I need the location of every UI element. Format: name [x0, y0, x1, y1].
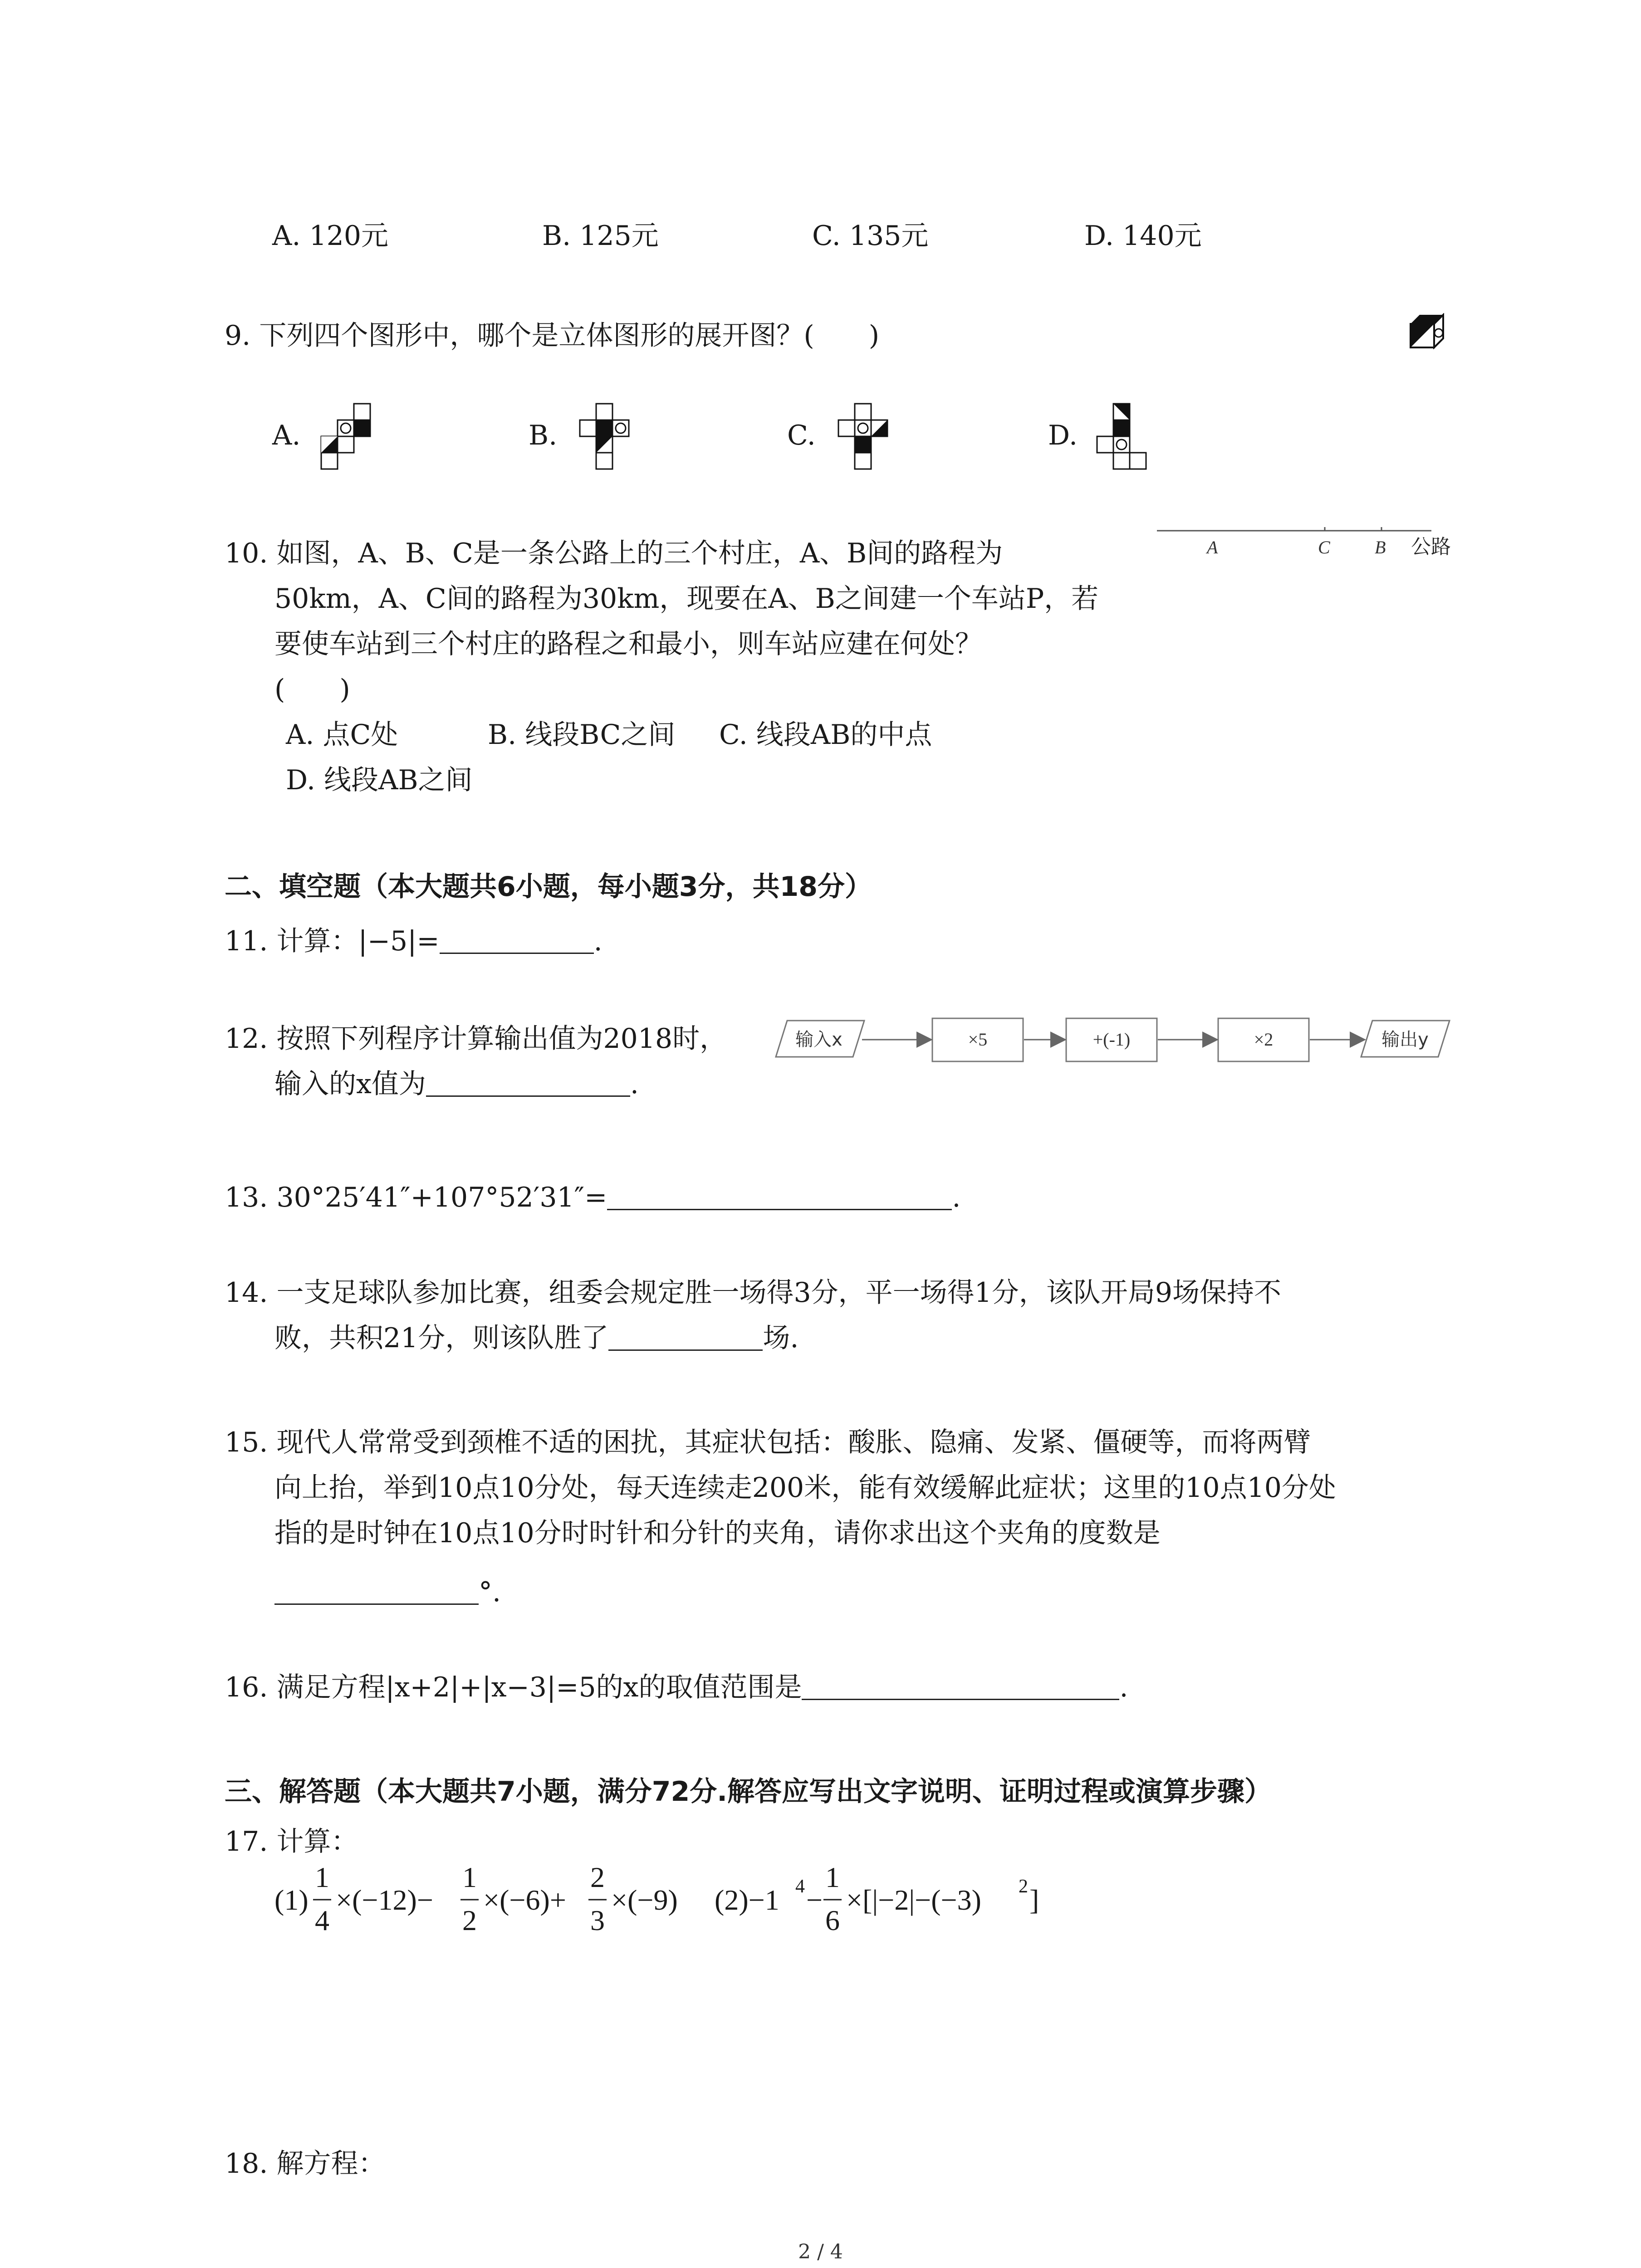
q9-option-c-label: C. — [787, 420, 816, 451]
q8-option-c: C. 135元 — [812, 220, 929, 252]
frac2-den: 2 — [462, 1904, 477, 1936]
q17-term4: − — [806, 1884, 823, 1916]
section-3-heading: 三、解答题（本大题共7小题，满分72分.解答应写出文字说明、证明过程或演算步骤） — [225, 1776, 1272, 1808]
q17-term6: ] — [1029, 1884, 1039, 1916]
q8-option-b: B. 125元 — [542, 220, 659, 252]
flow-box-plus-neg1: +(-1) — [1092, 1029, 1131, 1050]
cube-figure — [1409, 313, 1445, 349]
q17-part1-label: (1) — [274, 1884, 309, 1916]
q9-net-a — [318, 399, 377, 481]
flow-output: 输出y — [1381, 1029, 1429, 1050]
q9-option-b-label: B. — [529, 420, 558, 451]
q13-answer-blank[interactable] — [607, 1182, 952, 1210]
frac1-num: 1 — [315, 1861, 329, 1893]
q16-text: 16. 满足方程|x+2|+|x−3|=5的x的取值范围是 — [225, 1672, 802, 1703]
q10-line3: 要使车站到三个村庄的路程之和最小，则车站应建在何处？ — [274, 628, 982, 660]
q15-end: °. — [479, 1576, 501, 1608]
frac1-den: 4 — [315, 1904, 329, 1936]
q14-line2: 败，共积21分，则该队胜了 — [274, 1322, 609, 1354]
section-2-heading: 二、填空题（本大题共6小题，每小题3分，共18分） — [225, 871, 872, 903]
q10-option-c: C. 线段AB的中点 — [719, 719, 932, 751]
q10-line1: 10. 如图，A、B、C是一条公路上的三个村庄，A、B间的路程为 — [225, 538, 1003, 569]
q17-part2-label: (2)−1 — [715, 1884, 779, 1916]
q14-line1: 14. 一支足球队参加比赛，组委会规定胜一场得3分，平一场得1分，该队开局9场保持不 — [225, 1277, 1282, 1309]
q13-end: . — [952, 1182, 961, 1213]
road-point-c: C — [1318, 537, 1330, 557]
flow-box-times2: ×2 — [1254, 1029, 1274, 1050]
q12-line1: 12. 按照下列程序计算输出值为2018时， — [225, 1023, 727, 1055]
q10-option-d: D. 线段AB之间 — [286, 764, 473, 796]
q13 — [225, 1175, 960, 1220]
frac3-num: 2 — [590, 1861, 605, 1893]
q14-end: 场. — [763, 1322, 799, 1354]
q11 — [225, 919, 603, 964]
q11-end: . — [593, 925, 603, 957]
q17-sup2: 2 — [1019, 1876, 1028, 1897]
frac2-num: 1 — [462, 1861, 477, 1893]
q10-line2: 50km，A、C间的路程为30km，现要在A、B之间建一个车站P，若 — [274, 583, 1099, 615]
q14-answer-blank[interactable] — [608, 1322, 763, 1351]
q17-stem: 17. 计算： — [225, 1826, 358, 1857]
q16-answer-blank[interactable] — [802, 1672, 1119, 1700]
q10-option-a: A. 点C处 — [286, 719, 398, 751]
q18-stem: 18. 解方程： — [225, 2148, 386, 2180]
q14-line2-wrap — [274, 1315, 798, 1361]
road-diagram — [1155, 517, 1454, 567]
q16 — [225, 1665, 1128, 1710]
frac4-num: 1 — [825, 1861, 840, 1893]
road-point-a: A — [1207, 537, 1218, 557]
q8-option-d: D. 140元 — [1084, 220, 1202, 252]
q11-text: 11. 计算：|−5|= — [225, 925, 440, 957]
flow-box-times5: ×5 — [968, 1029, 988, 1050]
q17-term3: ×(−9) — [611, 1884, 678, 1916]
q15-line2: 向上抬，举到10点10分处，每天连续走200米，能有效缓解此症状；这里的10点10分处 — [274, 1472, 1336, 1504]
q17-expressions — [274, 1860, 1068, 1950]
q15-answer-blank[interactable] — [274, 1576, 479, 1605]
program-flowchart — [774, 1007, 1454, 1075]
frac3-den: 3 — [590, 1904, 605, 1936]
q15-line3: 指的是时钟在10点10分时时针和分针的夹角，请你求出这个夹角的度数是 — [274, 1517, 1161, 1549]
flow-input: 输入x — [795, 1029, 843, 1050]
frac4-den: 6 — [825, 1904, 840, 1936]
q13-text: 13. 30°25′41″+107°52′31″= — [225, 1182, 607, 1213]
road-label: 公路 — [1411, 535, 1451, 558]
q9-stem: 9. 下列四个图形中，哪个是立体图形的展开图？( ) — [225, 320, 880, 352]
q16-end: . — [1119, 1672, 1128, 1703]
q9-net-c — [835, 399, 903, 481]
road-point-b: B — [1375, 537, 1386, 557]
page-number: 2 / 4 — [798, 2240, 843, 2263]
q10-line4: ( ) — [274, 674, 350, 705]
q17-term1: ×(−12)− — [336, 1884, 433, 1916]
q11-answer-blank[interactable] — [440, 925, 594, 954]
q12-line2-wrap — [274, 1061, 639, 1107]
q15-line1: 15. 现代人常常受到颈椎不适的困扰，其症状包括：酸胀、隐痛、发紧、僵硬等，而将两臂 — [225, 1427, 1311, 1458]
q9-net-b — [576, 399, 644, 481]
q17-term5: ×[|−2|−(−3) — [846, 1884, 981, 1916]
q12-end: . — [630, 1068, 639, 1100]
q9-option-d-label: D. — [1048, 420, 1078, 451]
q10-option-b: B. 线段BC之间 — [488, 719, 676, 751]
q17-sup4: 4 — [795, 1876, 805, 1897]
q8-option-a: A. 120元 — [272, 220, 388, 252]
q12-line2: 输入的x值为 — [274, 1068, 426, 1100]
q12-answer-blank[interactable] — [426, 1068, 630, 1097]
q9-net-d — [1093, 399, 1161, 481]
q17-term2: ×(−6)+ — [483, 1884, 566, 1916]
q15-line4-wrap — [274, 1569, 501, 1615]
q9-option-a-label: A. — [272, 420, 301, 451]
